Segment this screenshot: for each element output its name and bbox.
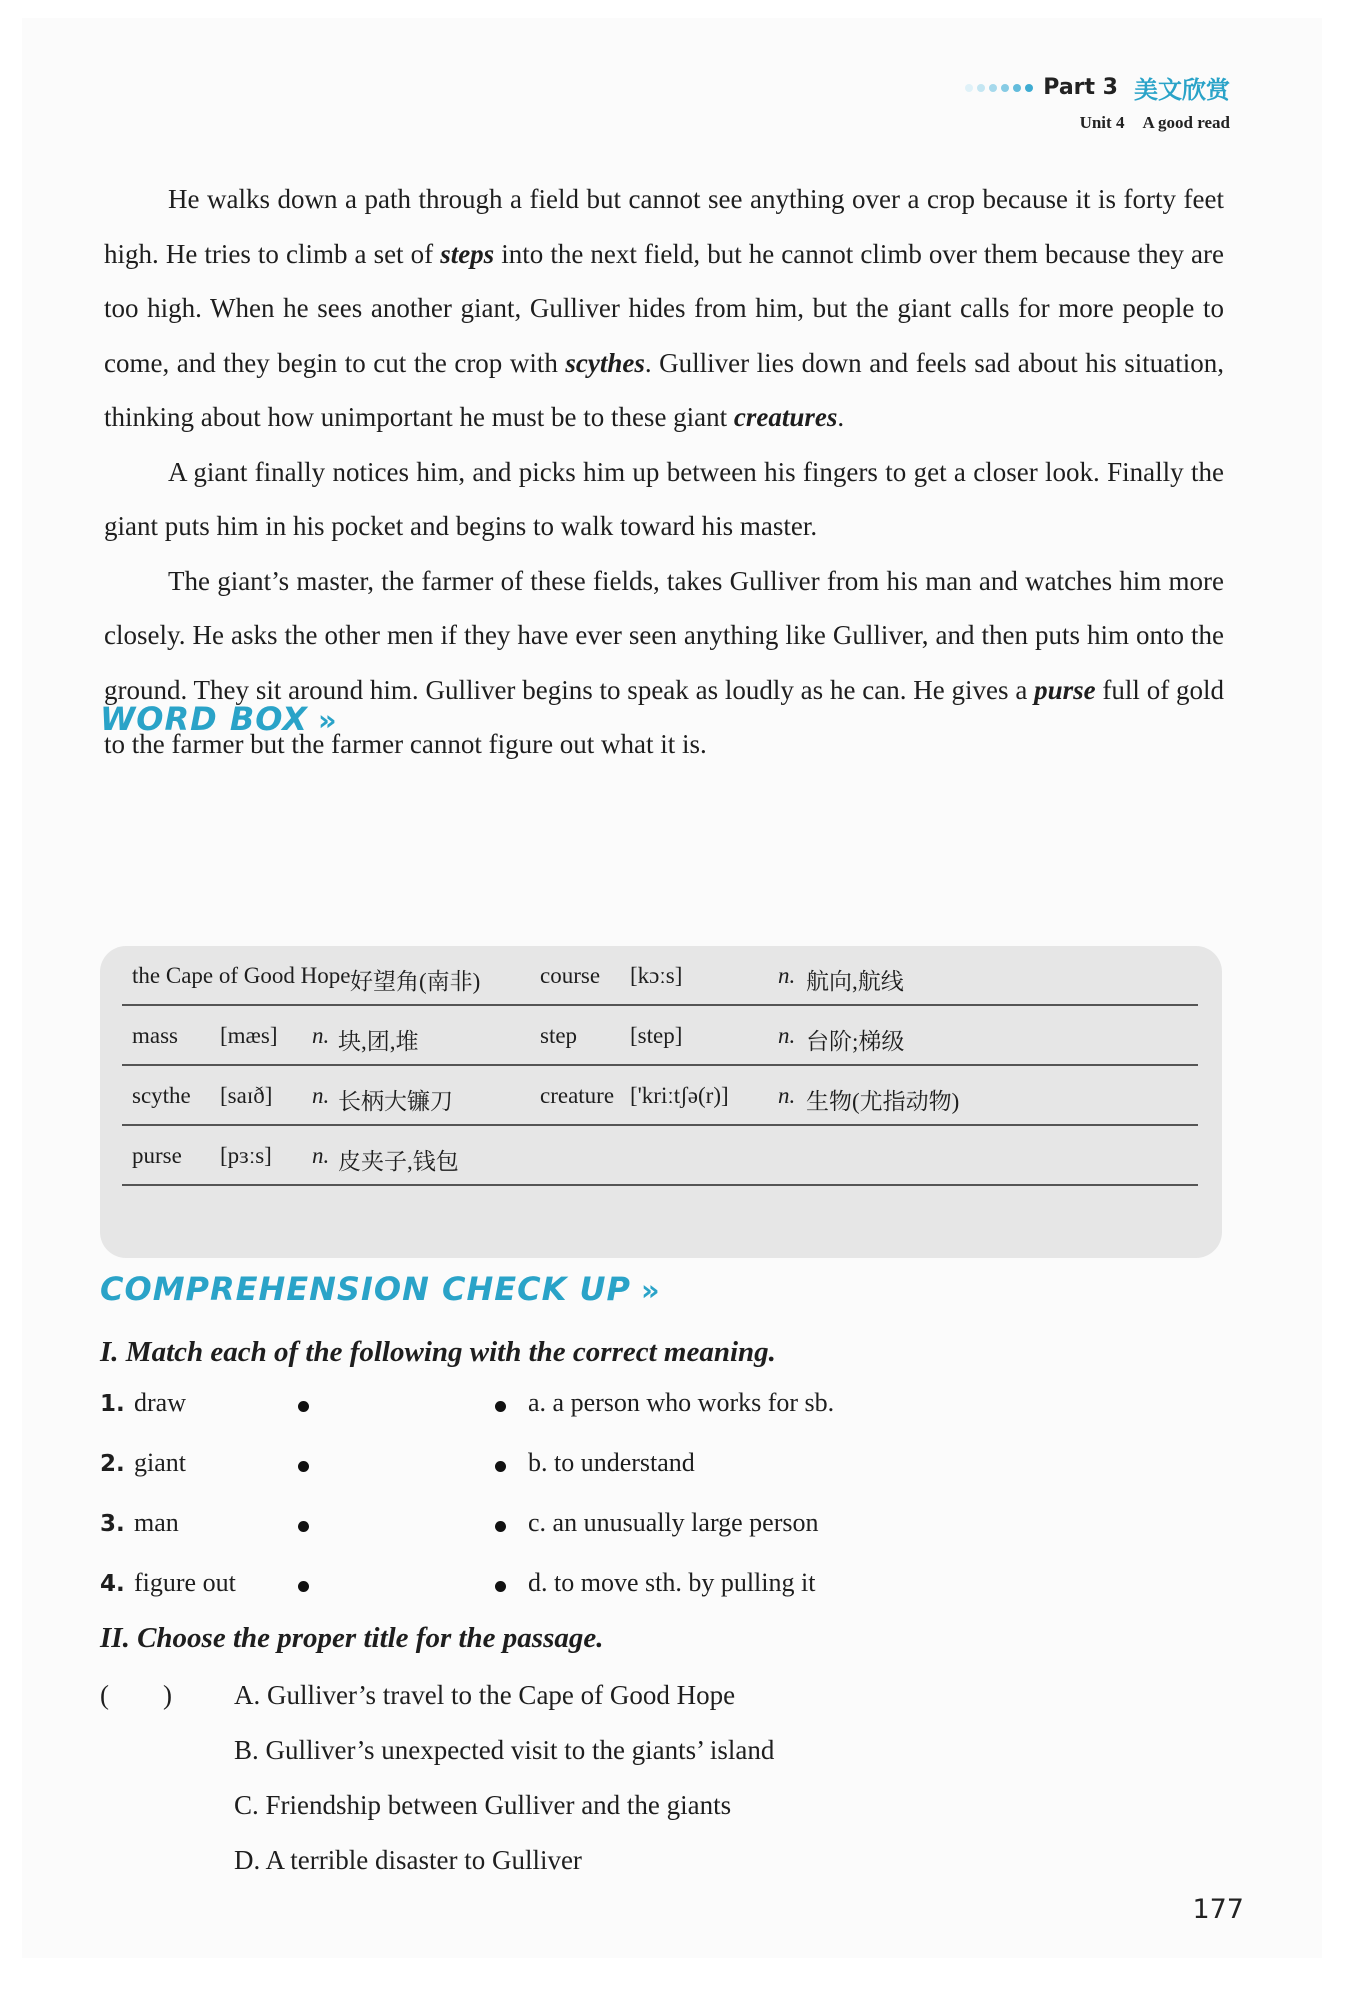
match-dot-left[interactable] xyxy=(298,1581,309,1592)
word-phonetic: [kɔːs] xyxy=(630,963,683,988)
word-box-row xyxy=(122,1126,1198,1186)
passage-text: A giant finally notices him, and picks him up between his fingers to get a closer look. Finally the giant puts him in his pocket and begins to walk toward his master. xyxy=(104,456,1224,541)
passage-text: The giant’s master, the farmer of these fields, takes Gulliver from his man and watches him more closely. He asks the other men if they have ever seen anything like Gulliver, and then puts him onto the ground. They sit around him. Gulliver begins to speak as loudly as he can. He gives a xyxy=(104,565,1224,705)
match-term: draw xyxy=(134,1388,186,1417)
vocab-keyword: creatures xyxy=(733,402,838,432)
choice-option: A. Gulliver’s travel to the Cape of Good Hope xyxy=(234,1680,736,1710)
exercise-2-heading: II. Choose the proper title for the passage. xyxy=(100,1622,604,1654)
word-phonetic: [step] xyxy=(630,1023,683,1048)
page-number: 177 xyxy=(1192,1894,1244,1925)
word-box-title xyxy=(100,700,338,738)
dot-icon xyxy=(977,84,985,92)
word-box-row xyxy=(122,1006,1198,1066)
word-entry: scythe xyxy=(132,1083,191,1108)
match-dot-left[interactable] xyxy=(298,1521,309,1532)
answer-blank[interactable]: ( ) xyxy=(100,1680,172,1710)
vocab-keyword: steps xyxy=(440,238,495,269)
match-option: c. an unusually large person xyxy=(528,1508,819,1537)
unit-line xyxy=(965,113,1230,133)
double-chevron-icon: » xyxy=(640,1273,661,1307)
passage-text: . xyxy=(837,402,845,432)
match-option: a. a person who works for sb. xyxy=(528,1388,835,1417)
match-option: d. to move sth. by pulling it xyxy=(528,1568,816,1597)
word-pos: n. xyxy=(778,963,796,988)
word-entry: course xyxy=(540,963,601,988)
unit-title: A good read xyxy=(1142,113,1230,132)
match-item xyxy=(100,1508,1000,1548)
passage-text: into the next field, but he cannot climb over them because they are too high. When he sees another giant, Gulliver hides from him, but the giant calls for more people to come, and they begin to cut the crop with xyxy=(104,238,1224,378)
word-phonetic: [pɜːs] xyxy=(220,1143,272,1168)
word-meaning: 好望角(南非) xyxy=(350,969,481,994)
word-pos: n. xyxy=(778,1023,796,1048)
unit-label: Unit 4 xyxy=(1079,113,1125,132)
match-dot-right[interactable] xyxy=(495,1401,506,1412)
match-dot-right[interactable] xyxy=(495,1461,506,1472)
match-number: 4. xyxy=(100,1571,125,1597)
word-meaning: 皮夹子,钱包 xyxy=(338,1149,459,1174)
match-dot-right[interactable] xyxy=(495,1521,506,1532)
page-header xyxy=(965,70,1230,133)
comprehension-title-text: COMPREHENSION CHECK UP xyxy=(100,1270,631,1308)
passage-text: full of gold to the farmer but the farmer cannot figure out what it is. xyxy=(104,674,1225,759)
reading-passage xyxy=(104,172,1224,772)
word-box xyxy=(100,946,1222,1258)
word-entry: step xyxy=(540,1023,578,1048)
word-meaning: 航向,航线 xyxy=(806,969,904,994)
match-option: b. to understand xyxy=(528,1448,695,1477)
passage-paragraph xyxy=(104,172,1224,445)
dot-icon xyxy=(1025,84,1033,92)
choice-option: B. Gulliver’s unexpected visit to the giants’ island xyxy=(234,1735,775,1765)
word-pos: n. xyxy=(312,1023,330,1048)
match-number: 1. xyxy=(100,1391,125,1417)
word-box-row xyxy=(122,1066,1198,1126)
vocab-keyword: purse xyxy=(1034,674,1096,705)
dot-icon xyxy=(1013,84,1021,92)
match-number: 2. xyxy=(100,1451,125,1477)
word-entry: purse xyxy=(132,1143,182,1168)
passage-text: . Gulliver lies down and feels sad about his situation, thinking about how unimportant he must be to these giant xyxy=(104,347,1225,432)
passage-text: He walks down a path through a field but cannot see anything over a crop because it is forty feet high. He tries to climb a set of xyxy=(104,184,1224,269)
part-chinese-title: 美文欣赏 xyxy=(1134,76,1230,104)
match-term: figure out xyxy=(134,1568,236,1597)
match-item xyxy=(100,1448,1000,1488)
dot-icon xyxy=(989,84,997,92)
match-item xyxy=(100,1568,1000,1608)
match-dot-right[interactable] xyxy=(495,1581,506,1592)
word-meaning: 块,团,堆 xyxy=(338,1029,419,1054)
word-phonetic: [mæs] xyxy=(220,1023,278,1048)
vocab-keyword: scythes xyxy=(565,347,645,378)
match-item xyxy=(100,1388,1000,1428)
match-dot-left[interactable] xyxy=(298,1461,309,1472)
part-label: Part 3 xyxy=(1043,75,1118,100)
dot-icon xyxy=(1001,84,1009,92)
word-pos: n. xyxy=(778,1083,796,1108)
decorative-dots xyxy=(965,84,1033,92)
match-term: giant xyxy=(134,1448,186,1477)
word-meaning: 台阶;梯级 xyxy=(806,1029,905,1054)
word-phonetic: [saɪð] xyxy=(220,1083,273,1108)
double-chevron-icon: » xyxy=(317,703,338,737)
word-meaning: 长柄大镰刀 xyxy=(338,1089,453,1114)
match-term: man xyxy=(134,1508,179,1537)
comprehension-title xyxy=(100,1270,661,1308)
word-phonetic: ['kriːtʃə(r)] xyxy=(630,1083,729,1108)
word-box-title-text: WORD BOX xyxy=(100,700,308,738)
passage-paragraph xyxy=(104,445,1224,554)
word-entry: creature xyxy=(540,1083,615,1108)
exercise-1-heading: I. Match each of the following with the correct meaning. xyxy=(100,1336,776,1368)
passage-paragraph xyxy=(104,554,1224,772)
dot-icon xyxy=(965,84,973,92)
choice-option: C. Friendship between Gulliver and the giants xyxy=(234,1790,732,1820)
match-dot-left[interactable] xyxy=(298,1401,309,1412)
word-entry: the Cape of Good Hope xyxy=(132,963,351,988)
choice-option: D. A terrible disaster to Gulliver xyxy=(234,1845,582,1875)
word-entry: mass xyxy=(132,1023,178,1048)
word-meaning: 生物(尤指动物) xyxy=(806,1089,960,1114)
word-box-row xyxy=(122,946,1198,1006)
match-number: 3. xyxy=(100,1511,125,1537)
word-pos: n. xyxy=(312,1143,330,1168)
textbook-page xyxy=(22,18,1322,1958)
word-pos: n. xyxy=(312,1083,330,1108)
